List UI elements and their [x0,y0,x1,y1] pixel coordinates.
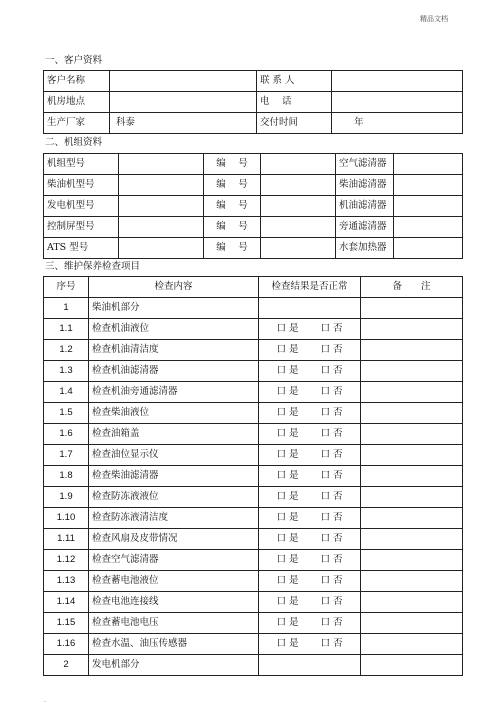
yes-no-options [262,634,357,654]
row-content: 检查风扇及皮带情况 [89,529,259,550]
unit-number-label: 编 号 [204,175,261,196]
yes-checkbox[interactable]: 口 是 [276,533,299,544]
yes-checkbox[interactable]: 口 是 [276,575,299,586]
row-remark[interactable] [361,592,463,613]
table-row [44,403,463,424]
yes-checkbox[interactable]: 口 是 [276,554,299,565]
row-seq: 1.4 [44,382,89,403]
customer-row [44,92,463,113]
unit-row [44,175,463,196]
row-remark[interactable] [361,361,463,382]
table-row [44,613,463,634]
row-remark[interactable] [361,571,463,592]
yes-no-options [262,487,357,507]
row-remark[interactable] [361,634,463,655]
row-seq: 1.10 [44,508,89,529]
customer-field-label-2: 联 系 人 [257,71,332,92]
row-remark[interactable] [361,403,463,424]
unit-model-label: 控制屏型号 [44,217,119,238]
no-checkbox[interactable]: 口 否 [320,638,343,649]
row-seq: 1.9 [44,487,89,508]
row-content: 检查油箱盖 [89,424,259,445]
unit-filter-value[interactable] [394,154,463,175]
yes-no-options [262,571,357,591]
yes-checkbox[interactable]: 口 是 [276,491,299,502]
unit-number-value[interactable] [261,217,336,238]
yes-no-options [262,466,357,486]
row-remark[interactable] [361,487,463,508]
row-result [259,634,361,655]
table-row [44,319,463,340]
customer-field-value[interactable]: 科泰 [110,113,257,134]
customer-field-value[interactable] [110,92,257,113]
row-result [259,487,361,508]
row-remark[interactable] [361,613,463,634]
row-seq: 1.8 [44,466,89,487]
row-remark[interactable] [361,529,463,550]
unit-model-value[interactable] [119,217,204,238]
yes-checkbox[interactable]: 口 是 [276,449,299,460]
table-row [44,571,463,592]
yes-no-options [262,424,357,444]
row-seq: 2 [44,655,89,676]
row-content: 检查水温、油压传感器 [89,634,259,655]
yes-no-options [262,382,357,402]
row-content: 检查电池连接线 [89,592,259,613]
no-checkbox[interactable]: 口 否 [320,533,343,544]
table-row [44,487,463,508]
customer-field-label-2: 交付时间 [257,113,332,134]
table-row [44,550,463,571]
header-seq: 序号 [44,277,89,298]
section-title-maintenance: 三、维护保养检查项目 [45,261,141,272]
row-result [259,403,361,424]
unit-model-value[interactable] [119,154,204,175]
unit-filter-value[interactable] [394,196,463,217]
unit-model-label: 柴油机型号 [44,175,119,196]
row-seq: 1.5 [44,403,89,424]
no-checkbox[interactable]: 口 否 [320,365,343,376]
row-seq: 1.7 [44,445,89,466]
yes-no-options [262,529,357,549]
unit-model-value[interactable] [119,196,204,217]
no-checkbox[interactable]: 口 否 [320,428,343,439]
yes-no-options [262,340,357,360]
unit-model-label: ATS 型号 [44,238,119,259]
row-content: 发电机部分 [89,655,259,676]
unit-model-value[interactable] [119,238,204,259]
row-content: 检查防冻液清洁度 [89,508,259,529]
row-content: 检查机油旁通滤清器 [89,382,259,403]
table-row [44,634,463,655]
row-result [259,382,361,403]
no-checkbox[interactable]: 口 否 [320,344,343,355]
customer-field-value-2[interactable] [332,92,463,113]
customer-field-label: 生产厂家 [44,113,110,134]
yes-no-options [262,613,357,633]
yes-no-options [262,550,357,570]
unit-filter-label: 空气滤清器 [336,154,394,175]
unit-row [44,217,463,238]
row-content: 检查机油滤清器 [89,361,259,382]
customer-field-value[interactable] [110,71,257,92]
row-content: 检查油位显示仪 [89,445,259,466]
yes-checkbox[interactable]: 口 是 [276,407,299,418]
table-row [44,424,463,445]
yes-checkbox[interactable]: 口 是 [276,386,299,397]
unit-model-label: 机组型号 [44,154,119,175]
unit-row [44,196,463,217]
yes-no-options [262,508,357,528]
section-title-customer: 一、客户资料 [45,55,103,66]
row-remark[interactable] [361,424,463,445]
table-row [44,529,463,550]
yes-checkbox[interactable]: 口 是 [276,365,299,376]
customer-field-label: 机房地点 [44,92,110,113]
row-result [259,613,361,634]
table-row [44,382,463,403]
table-row [44,445,463,466]
unit-filter-label: 水套加热器 [336,238,394,259]
yes-no-options [262,361,357,381]
row-result [259,571,361,592]
customer-field-value-2[interactable] [332,71,463,92]
yes-no-options [262,592,357,612]
table-row [44,298,463,319]
unit-number-label: 编 号 [204,154,261,175]
unit-number-value[interactable] [261,196,336,217]
no-checkbox[interactable]: 口 否 [320,386,343,397]
row-remark[interactable] [361,340,463,361]
row-seq: 1.11 [44,529,89,550]
no-checkbox[interactable]: 口 否 [320,554,343,565]
row-content: 检查柴油液位 [89,403,259,424]
row-remark[interactable] [361,445,463,466]
row-remark[interactable] [361,382,463,403]
yes-no-options [262,319,357,339]
unit-number-value[interactable] [261,154,336,175]
yes-checkbox[interactable]: 口 是 [276,344,299,355]
no-checkbox[interactable]: 口 否 [320,449,343,460]
no-checkbox[interactable]: 口 否 [320,575,343,586]
row-seq: 1 [44,298,89,319]
unit-model-label: 发电机型号 [44,196,119,217]
table-row [44,592,463,613]
row-content: 柴油机部分 [89,298,259,319]
unit-number-label: 编 号 [204,238,261,259]
row-content: 检查机油液位 [89,319,259,340]
customer-field-label-2: 电 话 [257,92,332,113]
row-seq: 1.14 [44,592,89,613]
unit-filter-value[interactable] [394,238,463,259]
section-title-unit: 二、机组资料 [45,137,103,148]
row-remark[interactable] [361,319,463,340]
row-seq: 1.13 [44,571,89,592]
row-seq: 1.1 [44,319,89,340]
row-seq: 1.6 [44,424,89,445]
yes-checkbox[interactable]: 口 是 [276,638,299,649]
unit-filter-label: 旁通滤清器 [336,217,394,238]
watermark: 精品文档 [420,15,448,23]
no-checkbox[interactable]: 口 否 [320,617,343,628]
header-remark: 备 注 [361,277,463,298]
yes-checkbox[interactable]: 口 是 [276,428,299,439]
table-row [44,361,463,382]
no-checkbox[interactable]: 口 否 [320,596,343,607]
row-result [259,529,361,550]
row-result [259,655,361,676]
row-seq: 1.15 [44,613,89,634]
yes-checkbox[interactable]: 口 是 [276,470,299,481]
customer-field-value-2[interactable]: 年 [332,113,463,134]
unit-filter-label: 机油滤清器 [336,196,394,217]
unit-number-label: 编 号 [204,196,261,217]
unit-row [44,154,463,175]
table-row [44,508,463,529]
row-remark[interactable] [361,466,463,487]
customer-row [44,113,463,134]
maintenance-header-row [44,277,463,298]
unit-filter-value[interactable] [394,217,463,238]
yes-checkbox[interactable]: 口 是 [276,617,299,628]
row-content: 检查机油清洁度 [89,340,259,361]
customer-table [43,70,463,134]
row-remark[interactable] [361,298,463,319]
maintenance-table [43,276,463,676]
row-seq: 1.12 [44,550,89,571]
row-result [259,466,361,487]
yes-no-options [262,445,357,465]
no-checkbox[interactable]: 口 否 [320,512,343,523]
row-result [259,298,361,319]
no-checkbox[interactable]: 口 否 [320,407,343,418]
row-result [259,445,361,466]
footer-mark: . [44,697,46,704]
unit-number-value[interactable] [261,175,336,196]
table-row [44,340,463,361]
table-row [44,466,463,487]
row-content: 检查空气滤清器 [89,550,259,571]
row-content: 检查蓄电池电压 [89,613,259,634]
row-content: 检查蓄电池液位 [89,571,259,592]
header-content: 检查内容 [89,277,259,298]
row-result [259,550,361,571]
row-result [259,508,361,529]
customer-field-label: 客户名称 [44,71,110,92]
row-result [259,361,361,382]
row-content: 检查防冻液液位 [89,487,259,508]
unit-table [43,153,463,259]
row-result [259,340,361,361]
unit-filter-label: 柴油滤清器 [336,175,394,196]
row-seq: 1.2 [44,340,89,361]
row-result [259,592,361,613]
no-checkbox[interactable]: 口 否 [320,323,343,334]
yes-checkbox[interactable]: 口 是 [276,512,299,523]
unit-filter-value[interactable] [394,175,463,196]
header-result: 检查结果是否正常 [259,277,361,298]
row-remark[interactable] [361,550,463,571]
unit-number-value[interactable] [261,238,336,259]
row-seq: 1.3 [44,361,89,382]
yes-no-options [262,403,357,423]
no-checkbox[interactable]: 口 否 [320,470,343,481]
unit-model-value[interactable] [119,175,204,196]
row-content: 检查柴油滤清器 [89,466,259,487]
no-checkbox[interactable]: 口 否 [320,491,343,502]
row-result [259,424,361,445]
table-row [44,655,463,676]
row-seq: 1.16 [44,634,89,655]
row-remark[interactable] [361,508,463,529]
row-remark[interactable] [361,655,463,676]
row-result [259,319,361,340]
unit-number-label: 编 号 [204,217,261,238]
yes-checkbox[interactable]: 口 是 [276,596,299,607]
unit-row [44,238,463,259]
yes-checkbox[interactable]: 口 是 [276,323,299,334]
customer-row [44,71,463,92]
